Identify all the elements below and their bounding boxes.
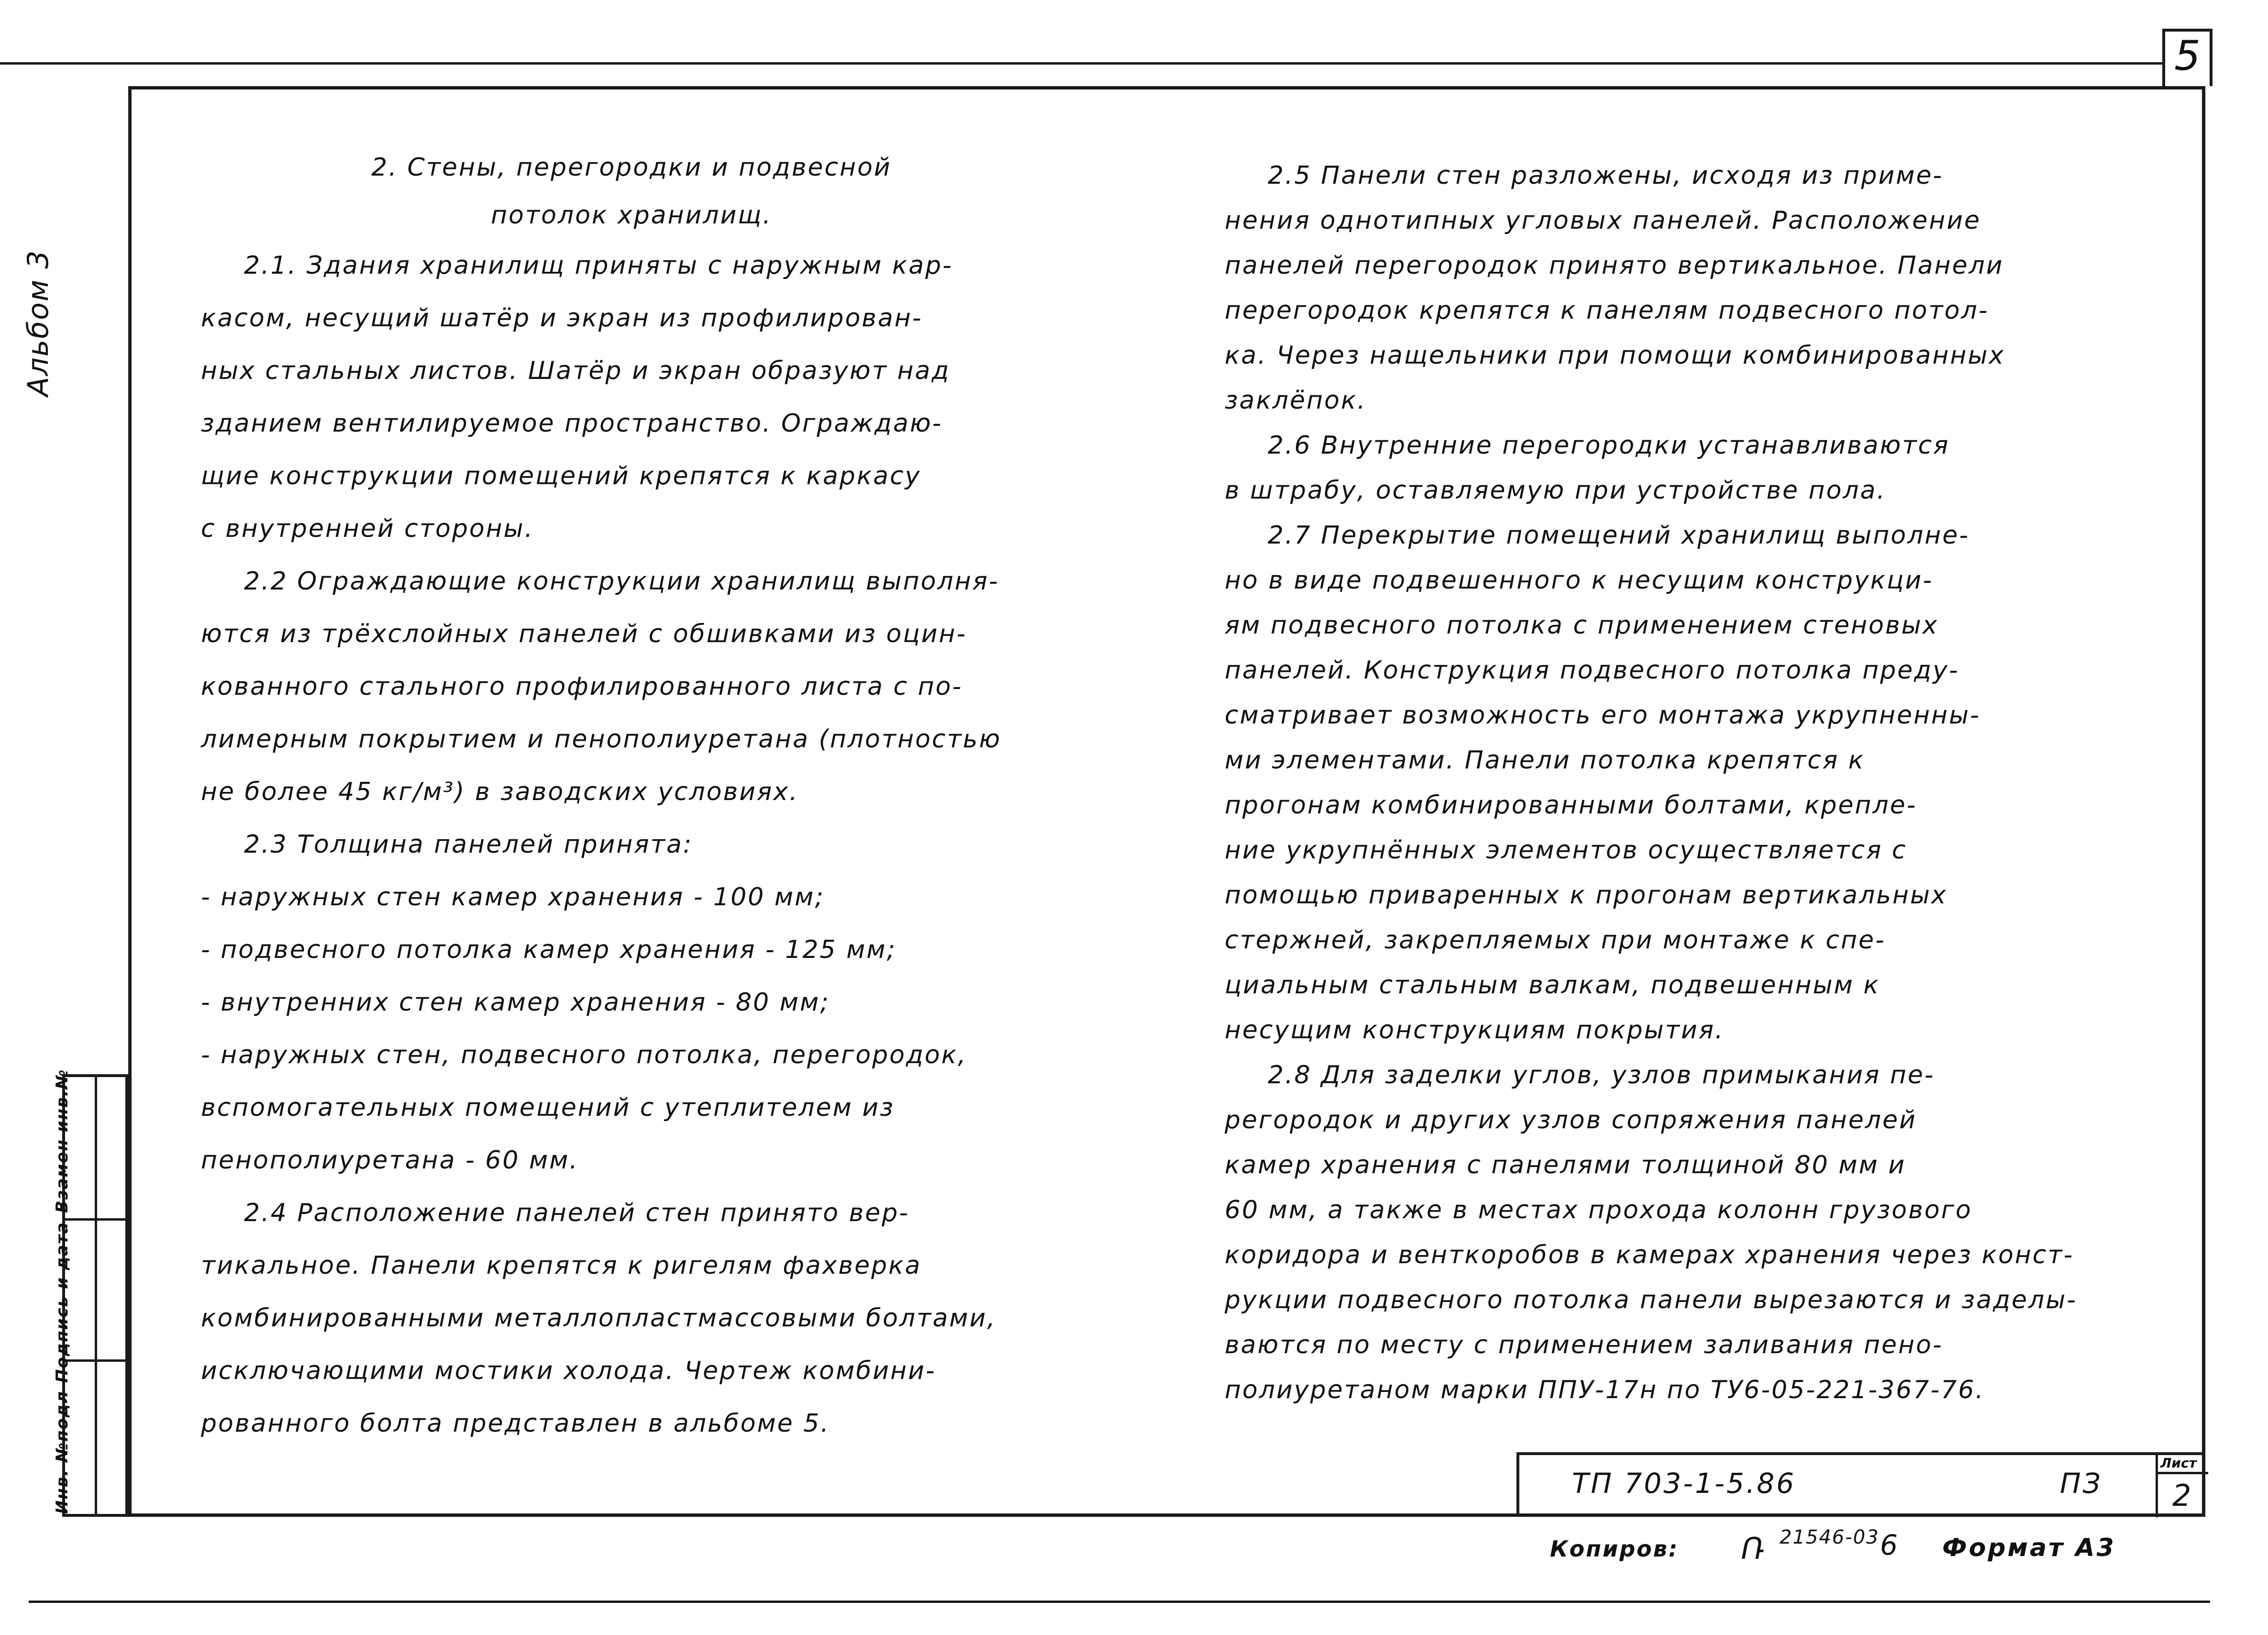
copy-number: 21546-03 xyxy=(1780,1526,1880,1548)
right-paragraph-line: полиуретаном марки ППУ-17н по ТУ6-05-221-367-76. xyxy=(1225,1376,1985,1404)
right-paragraph-line: 60 мм, а также в местах прохода колонн грузового xyxy=(1225,1196,1972,1224)
right-text-column xyxy=(1225,153,2157,1413)
page-number: 5 xyxy=(2174,32,2201,80)
left-paragraph-line: 2.2 Ограждающие конструкции хранилищ выполня- xyxy=(244,567,999,596)
right-paragraph-line: камер хранения с панелями толщиной 80 мм и xyxy=(1225,1151,1906,1179)
left-paragraph-line: 2.3 Толщина панелей принята: xyxy=(244,830,693,859)
left-paragraph-line: 2.4 Расположение панелей стен принято вер- xyxy=(244,1199,909,1227)
sidebar-cell-replace-label: Взамен инв.№ xyxy=(53,1068,72,1213)
left-paragraph-line: кованного стального профилированного листа с по- xyxy=(201,672,963,701)
copy-label: Копиров: xyxy=(1550,1536,1679,1562)
left-paragraph-line: рованного болта представлен в альбоме 5. xyxy=(201,1409,830,1438)
left-paragraph-line: вспомогательных помещений с утеплителем из xyxy=(201,1093,895,1122)
sidebar-cell-signature-label: Подпись и дата xyxy=(53,1222,72,1383)
format-label: Формат А3 xyxy=(1942,1534,2116,1562)
copy-letter: 6 xyxy=(1880,1529,1898,1561)
top-trim-line xyxy=(0,62,2162,65)
right-paragraph-line: ям подвесного потолка с применением стеновых xyxy=(1225,611,1939,640)
left-paragraph-line: с внутренней стороны. xyxy=(201,514,534,543)
right-paragraph-line: заклёпок. xyxy=(1225,386,1367,415)
right-paragraph-line: рукции подвесного потолка панели вырезаются и заделы- xyxy=(1225,1286,2078,1314)
right-paragraph-line: несущим конструкциям покрытия. xyxy=(1225,1016,1725,1045)
left-paragraph-line: щие конструкции помещений крепятся к каркасу xyxy=(201,462,921,490)
right-paragraph-line: панелей. Конструкция подвесного потолка преду- xyxy=(1225,656,1959,685)
left-paragraph-line: комбинированными металлопластмассовыми болтами, xyxy=(201,1304,996,1333)
right-paragraph-line: коридора и венткоробов в камерах хранения через конст- xyxy=(1225,1241,2074,1269)
album-label: Альбом 3 xyxy=(22,249,55,397)
right-paragraph-line: ние укрупнённых элементов осуществляется с xyxy=(1225,836,1907,865)
left-paragraph-line: исключающими мостики холода. Чертеж комбини- xyxy=(201,1357,936,1385)
left-paragraph-line: не более 45 кг/м³) в заводских условиях. xyxy=(201,778,799,806)
copy-signature-mark: Ռ xyxy=(1741,1531,1765,1566)
right-paragraph-line: 2.7 Перекрытие помещений хранилищ выполне- xyxy=(1268,521,1970,550)
left-paragraph-line: касом, несущий шатёр и экран из профилирован- xyxy=(201,304,923,333)
title-block-divider xyxy=(2156,1455,2158,1517)
title-block-sheet-divider xyxy=(2158,1472,2208,1474)
left-paragraph-line: лимерным покрытием и пенополиуретана (плотностью xyxy=(201,725,1002,754)
right-paragraph-line: нения однотипных угловых панелей. Расположение xyxy=(1225,206,1981,235)
sheet-label: Лист xyxy=(2160,1455,2197,1471)
left-paragraph-line: 2.1. Здания хранилищ приняты с наружным кар- xyxy=(244,251,953,280)
left-paragraph-line: - внутренних стен камер хранения - 80 мм; xyxy=(201,988,830,1017)
sidebar-cell-inv-podl-label: Инв. №подл xyxy=(53,1390,72,1514)
right-paragraph-line: ваются по месту с применением заливания пено- xyxy=(1225,1331,1943,1359)
left-paragraph-line: - подвесного потолка камер хранения - 125 мм; xyxy=(201,935,897,964)
title-block xyxy=(1516,1452,2205,1517)
sheet-number: 2 xyxy=(2172,1478,2191,1513)
right-paragraph-line: сматривает возможность его монтажа укрупненны- xyxy=(1225,701,1980,730)
right-paragraph-line: помощью приваренных к прогонам вертикальных xyxy=(1225,881,1947,910)
sidebar-inner-divider xyxy=(95,1077,97,1514)
left-paragraphs xyxy=(201,239,1158,1450)
right-paragraph-line: в штрабу, оставляемую при устройстве пола. xyxy=(1225,476,1886,505)
right-paragraph-line: прогонам комбинированными болтами, крепле- xyxy=(1225,791,1917,820)
section-title-line2: потолок хранилищ. xyxy=(491,201,772,230)
right-paragraph-line: панелей перегородок принято вертикальное. Панели xyxy=(1225,251,2004,280)
bottom-trim-line xyxy=(29,1601,2210,1603)
right-paragraph-line: 2.6 Внутренние перегородки устанавливаются xyxy=(1268,431,1950,460)
document-code: ТП 703-1-5.86 xyxy=(1572,1467,1796,1500)
left-paragraph-line: тикальное. Панели крепятся к ригелям фахверка xyxy=(201,1251,922,1280)
left-paragraph-line: - наружных стен, подвесного потолка, перегородок, xyxy=(201,1041,967,1069)
left-paragraph-line: ются из трёхслойных панелей с обшивками из оцин- xyxy=(201,620,967,648)
right-paragraph-line: 2.5 Панели стен разложены, исходя из приме- xyxy=(1268,161,1944,190)
right-paragraph-line: но в виде подвешенного к несущим конструкци- xyxy=(1225,566,1933,595)
right-paragraph-line: ми элементами. Панели потолка крепятся к xyxy=(1225,746,1865,775)
left-paragraph-line: пенополиуретана - 60 мм. xyxy=(201,1146,579,1175)
right-paragraph-line: ка. Через нащельники при помощи комбинированных xyxy=(1225,341,2005,370)
right-paragraphs xyxy=(1225,153,2157,1413)
left-paragraph-line: - наружных стен камер хранения - 100 мм; xyxy=(201,883,825,912)
right-paragraph-line: регородок и других узлов сопряжения панелей xyxy=(1225,1106,1917,1134)
section-title-line1: 2. Стены, перегородки и подвесной xyxy=(371,153,892,182)
left-text-column xyxy=(201,144,1158,1450)
right-paragraph-line: 2.8 Для заделки углов, узлов примыкания пе- xyxy=(1268,1061,1935,1090)
left-paragraph-line: ных стальных листов. Шатёр и экран образуют над xyxy=(201,356,951,385)
right-paragraph-line: стержней, закрепляемых при монтаже к спе- xyxy=(1225,926,1886,955)
section-code: ПЗ xyxy=(2060,1467,2102,1500)
left-paragraph-line: зданием вентилируемое пространство. Ограждаю- xyxy=(201,409,943,438)
right-paragraph-line: циальным стальным валкам, подвешенным к xyxy=(1225,971,1880,1000)
right-paragraph-line: перегородок крепятся к панелям подвесного потол- xyxy=(1225,296,1989,325)
